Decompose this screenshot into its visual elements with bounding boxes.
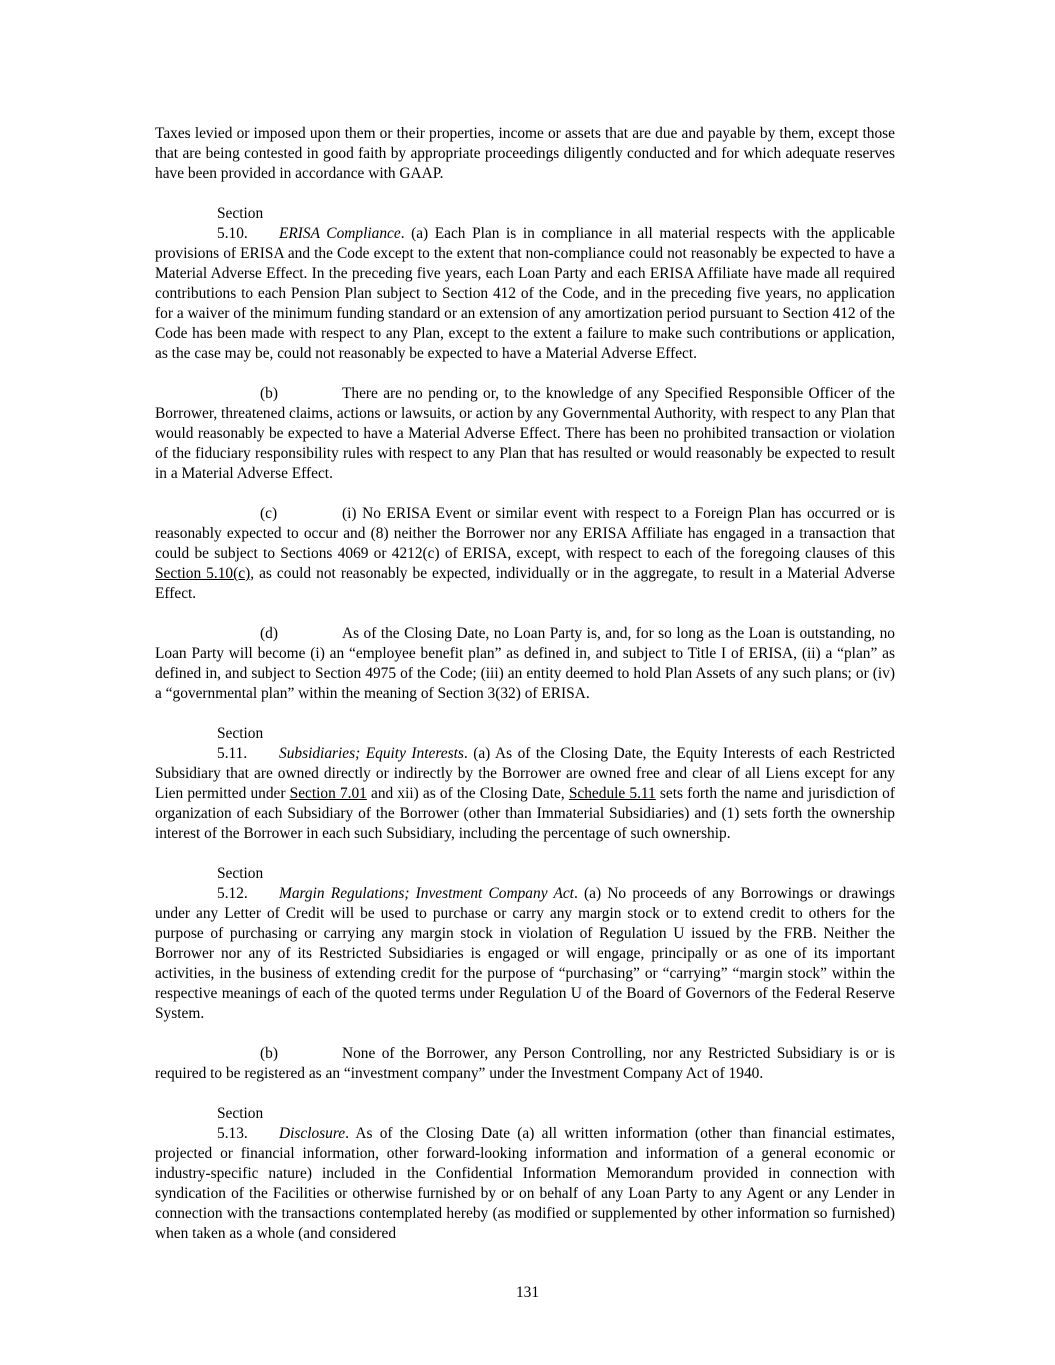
document-page [155,124,895,1264]
section-5-12-a [155,864,895,1024]
cross-reference-link[interactable]: Section 5.10(c) [155,565,251,582]
clause-text: None of the Borrower, any Person Controlling, nor any Restricted Subsidiary is or is required to be registered as an “investment company” under the Investment Company Act of 1940. [155,1045,895,1082]
cross-reference-link[interactable]: Section 7.01 [289,785,367,802]
clause-text: There are no pending or, to the knowledge of any Specified Responsible Officer of the Borrower, threatened claims, actions or lawsuits, or action by any Governmental Authority, with respect to any Plan that would reasonably be expected to have a Material Adverse Effect. There has been no prohibited transaction or violation of the fiduciary responsibility rules with respect to any Plan that has resulted or would reasonably be expected to result in a Material Adverse Effect. [155,385,895,482]
section-5-10-b [155,384,895,484]
section-number: Section 5.10. [217,205,264,242]
section-5-10-c [155,504,895,604]
clause-text: As of the Closing Date, no Loan Party is, and, for so long as the Loan is outstanding, no Loan Party will become (i) an “employee benefit plan” as defined in, and subject to Title I of ERISA, (ii) a “plan” as defined in, and subject to Section 4975 of the Code; (iii) an entity deemed to hold Plan Assets of any such plans; or (iv) a “governmental plan” within the meaning of Section 3(32) of ERISA. [155,625,895,702]
clause-label: (b) [260,385,278,402]
clause-text: (i) No ERISA Event or similar event with respect to a Foreign Plan has occurred or is reasonably expected to occur and (8) neither the Borrower nor any ERISA Affiliate has engaged in a transaction that could be subject to Sections 4069 or 4212(c) of ERISA, except, with respect to each of the foregoing clauses of this [155,505,895,562]
section-number: Section 5.12. [217,865,264,902]
section-5-10-a [155,204,895,364]
clause-label: (c) [260,505,278,522]
clause-text: , as could not reasonably be expected, individually or in the aggregate, to result in a Material Adverse Effect. [155,565,895,602]
section-5-10-d [155,624,895,704]
section-number: Section 5.13. [217,1105,264,1142]
section-title: ERISA Compliance [279,225,401,242]
section-number: Section 5.11. [217,725,264,762]
page-number: 131 [515,1284,540,1301]
section-5-11 [155,724,895,844]
section-text: . (a) No proceeds of any Borrowings or drawings under any Letter of Credit will be used to purchase or carry any margin stock or to extend credit to others for the purpose of purchasing or carrying any margin stock in violation of Regulation U issued by the FRB. Neither the Borrower nor any of its Restricted Subsidiaries is engaged or will engage, principally or as one of its important activities, in the business of extending credit for the purpose of “purchasing” or “carrying” “margin stock” within the respective meanings of each of the quoted terms under Regulation U of the Board of Governors of the Federal Reserve System. [155,885,895,1022]
section-title: Disclosure [279,1125,346,1142]
clause-label: (d) [260,625,278,642]
paragraph-taxes: Taxes levied or imposed upon them or their properties, income or assets that are due and payable by them, except those that are being contested in good faith by appropriate proceedings diligently conducted and for which adequate reserves have been provided in accordance with GAAP. [155,125,895,182]
section-text: and xii) as of the Closing Date, [366,785,569,802]
section-title: Margin Regulations; Investment Company Act [279,885,574,902]
section-text: . (a) Each Plan is in compliance in all material respects with the applicable provisions of ERISA and the Code except to the extent that non-compliance could not reasonably be expected to have a Material Adverse Effect. In the preceding five years, each Loan Party and each ERISA Affiliate have made all required contributions to each Pension Plan subject to Section 412 of the Code, and in the preceding five years, no application for a waiver of the minimum funding standard or an extension of any amortization period pursuant to Section 412 of the Code has been made with respect to any Plan, except to the extent a failure to make such contributions or application, as the case may be, could not reasonably be expected to have a Material Adverse Effect. [155,225,895,362]
section-title: Subsidiaries; Equity Interests [279,745,464,762]
schedule-reference-link[interactable]: Schedule 5.11 [568,785,656,802]
section-text: . (a) As of the Closing Date, the Equity Interests of each Restricted Subsidiary that are owned directly or indirectly by the Borrower are owned free and clear of all Liens except for any Lien permitted under [155,745,895,802]
section-text: sets forth the name and jurisdiction of organization of each Subsidiary of the Borrower (other than Immaterial Subsidiaries) and (1) sets forth the ownership interest of the Borrower in each such Subsidiary, including the percentage of such ownership. [155,785,895,842]
section-text: . As of the Closing Date (a) all written information (other than financial estimates, projected or financial information, other forward-looking information and information of a general economic or industry-specific nature) included in the Confidential Information Memorandum provided in connection with syndication of the Facilities or otherwise furnished by or on behalf of any Loan Party to any Agent or any Lender in connection with the transactions contemplated hereby (as modified or supplemented by other information so furnished) when taken as a whole (and considered [155,1125,895,1242]
clause-label: (b) [260,1045,278,1062]
section-5-13 [155,1104,895,1244]
section-5-12-b [155,1044,895,1084]
